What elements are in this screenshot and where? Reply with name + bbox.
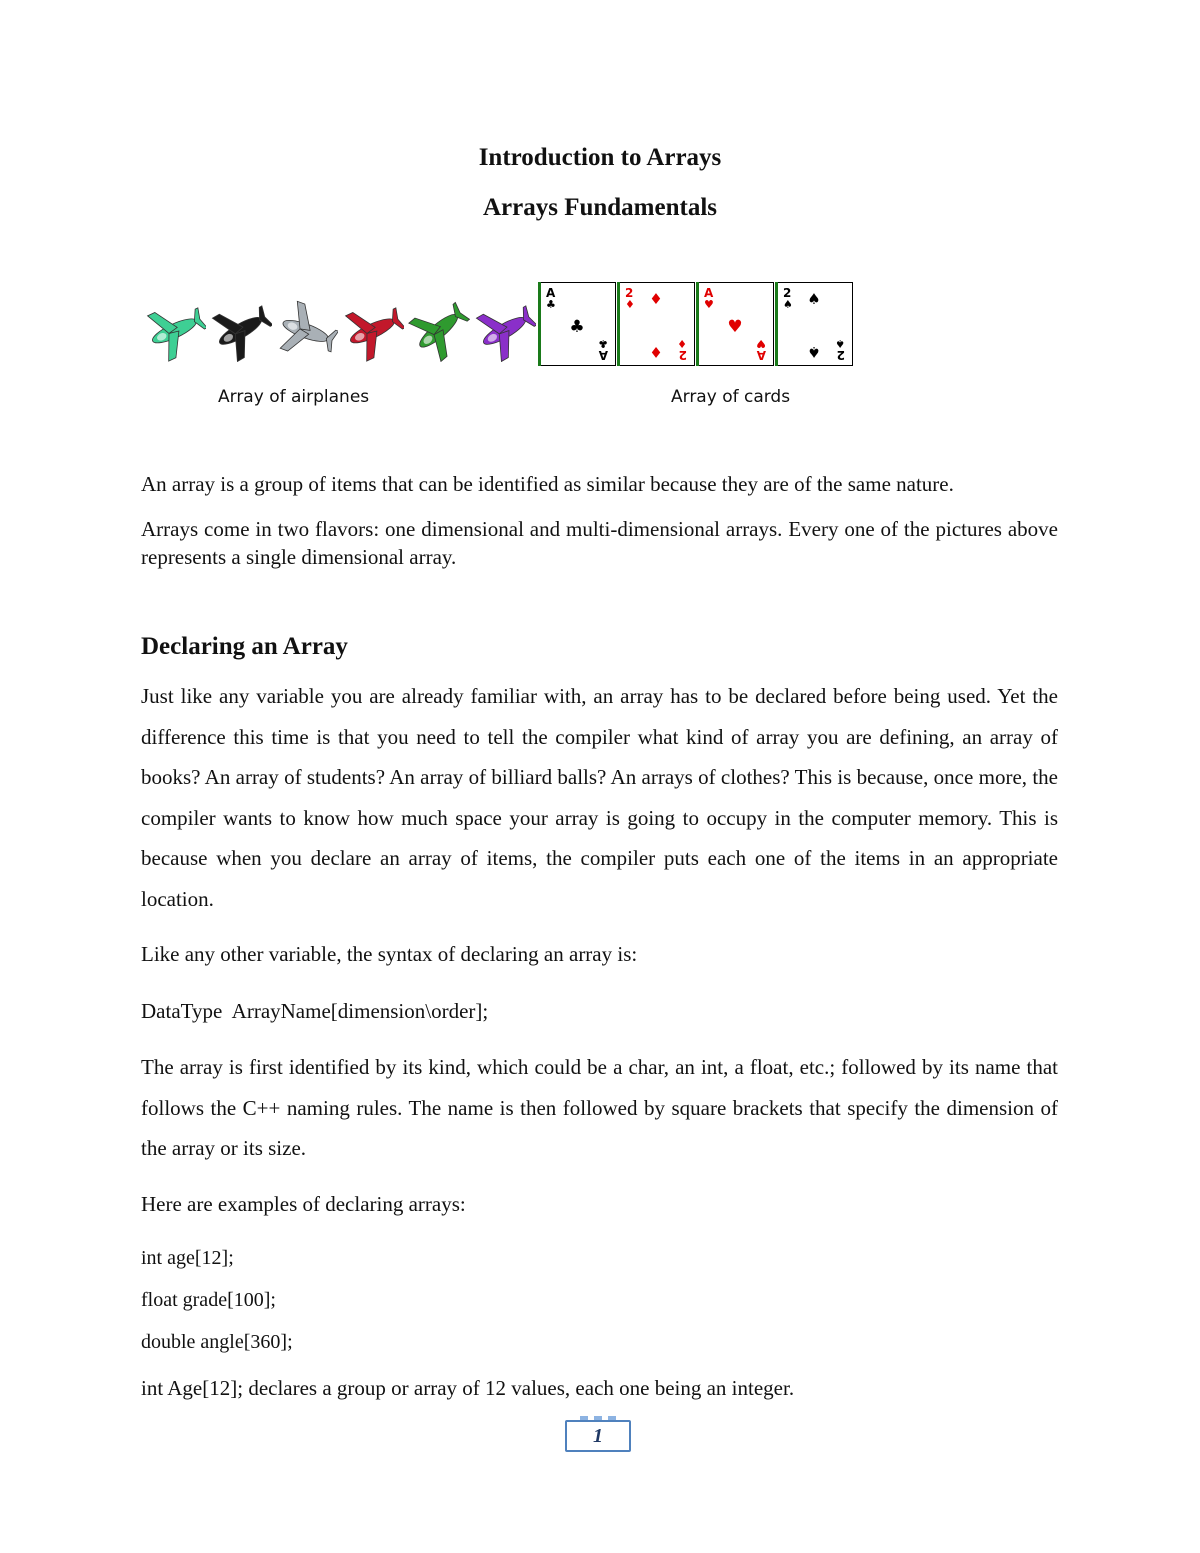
airplane-icon	[472, 298, 536, 362]
playing-card	[696, 282, 774, 366]
svg-text:♦: ♦	[677, 337, 687, 350]
airplanes-caption: Array of airplanes	[218, 387, 370, 407]
airplane-icon	[340, 298, 404, 362]
svg-text:2: 2	[678, 348, 687, 362]
playing-card	[617, 282, 695, 366]
svg-text:A: A	[598, 348, 608, 362]
svg-text:A: A	[546, 286, 556, 300]
svg-text:♦: ♦	[625, 298, 635, 311]
svg-text:A: A	[756, 348, 766, 362]
svg-text:♦: ♦	[649, 290, 663, 308]
intro-paragraph-2: Arrays come in two flavors: one dimensional and multi-dimensional arrays. Every one of the pictures above represents a single dimensional array.	[141, 517, 1058, 569]
svg-text:2: 2	[783, 286, 792, 300]
example-line: float grade[100];	[141, 1289, 276, 1311]
cards-caption: Array of cards	[671, 387, 791, 407]
declaring-paragraph-2: Like any other variable, the syntax of declaring an array is:	[141, 942, 638, 966]
declaring-paragraph-4: Here are examples of declaring arrays:	[141, 1192, 466, 1216]
declaring-paragraph-3: The array is first identified by its kind, which could be a char, an int, a float, etc.; followed by its name that follows the C++ naming rules. The name is then followed by square brackets that specify the dimension of the array or its size.	[141, 1055, 1058, 1160]
svg-text:♥: ♥	[727, 317, 743, 337]
syntax-line: DataType ArrayName[dimension\order];	[141, 999, 489, 1023]
airplane-icon	[274, 298, 338, 362]
svg-text:♥: ♥	[704, 298, 714, 311]
svg-text:♠: ♠	[807, 343, 821, 361]
example-line: int age[12];	[141, 1247, 234, 1269]
cards-figure	[538, 282, 856, 368]
airplanes-figure	[142, 298, 537, 366]
declaring-paragraph-1: Just like any variable you are already familiar with, an array has to be declared before being used. Yet the difference this time is that you need to tell the compiler what kind of array you are defining, an array of books? An array of students? An array of billiard balls? An arrays of clothes? This is because, once more, the compiler wants to know how much space your array is going to occupy in the computer memory. This is because when you declare an array of items, the compiler puts each one of the items in an appropriate location.	[141, 684, 1058, 911]
airplane-icon	[208, 298, 272, 362]
playing-card	[538, 282, 616, 366]
intro-paragraph-1: An array is a group of items that can be identified as similar because they are of the same nature.	[141, 472, 954, 496]
svg-text:♠: ♠	[807, 290, 821, 308]
svg-text:A: A	[704, 286, 714, 300]
airplane-icon	[406, 298, 470, 362]
svg-text:♣: ♣	[546, 298, 556, 311]
example-line: double angle[360];	[141, 1331, 293, 1353]
svg-text:2: 2	[836, 348, 845, 362]
section-heading: Declaring an Array	[141, 633, 348, 660]
document-subtitle: Arrays Fundamentals	[482, 194, 718, 221]
svg-text:♦: ♦	[649, 343, 663, 361]
svg-text:♠: ♠	[835, 337, 845, 350]
airplane-icon	[142, 298, 206, 362]
svg-text:2: 2	[625, 286, 634, 300]
playing-card	[775, 282, 853, 366]
svg-text:♥: ♥	[756, 337, 766, 350]
declaring-paragraph-5: int Age[12]; declares a group or array of 12 values, each one being an integer.	[141, 1376, 795, 1400]
document-title: Introduction to Arrays	[478, 144, 722, 171]
svg-text:♣: ♣	[598, 337, 608, 350]
svg-text:♣: ♣	[569, 317, 585, 337]
svg-text:♠: ♠	[783, 298, 793, 311]
page-number: 1	[565, 1420, 631, 1452]
